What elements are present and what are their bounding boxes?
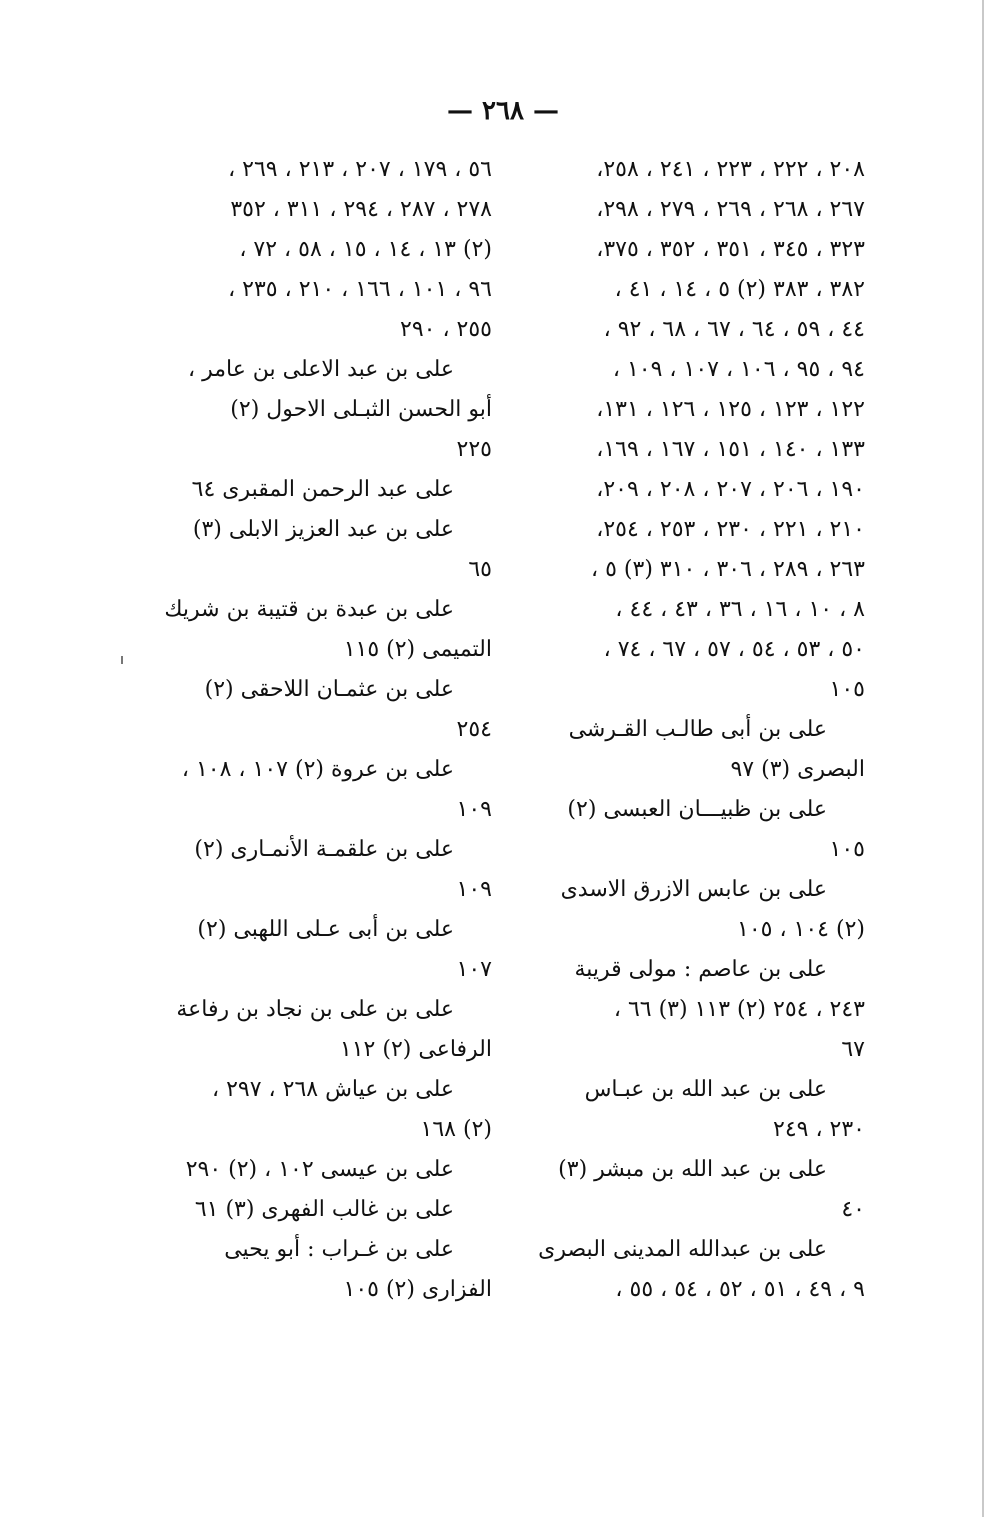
stray-mark [121, 656, 123, 664]
index-line: على بن عاصم : مولى قريبة [574, 957, 827, 982]
index-line: ٢٥٤ [456, 717, 492, 742]
index-line: التميمى (٢) ١١٥ [343, 637, 492, 662]
index-column-left [162, 150, 492, 1310]
index-line: على بن عبد العزيز الابلى (٣) [192, 517, 454, 542]
index-line: ١٠٩ [456, 797, 492, 822]
index-line: على بن عياش ٢٦٨ ، ٢٩٧ ، [211, 1077, 454, 1102]
page-number: — ٢٦٨ — [446, 96, 560, 126]
index-line: على بن عبدالله المدينى البصرى [538, 1237, 827, 1262]
index-line: ٢١٠ ، ٢٢١ ، ٢٣٠ ، ٢٥٣ ، ٢٥٤، [596, 517, 865, 542]
index-line: ٦٧ [841, 1037, 865, 1062]
index-line: على بن غـراب : أبو يحيى [224, 1237, 454, 1262]
index-line: على بن عثمـان اللاحقى (٢) [204, 677, 454, 702]
index-line: على بن ظبيـــان العبسى (٢) [567, 797, 827, 822]
index-line: ٩ ، ٤٩ ، ٥١ ، ٥٢ ، ٥٤ ، ٥٥ ، [615, 1277, 865, 1302]
index-line: على بن عبد الله بن مبشر (٣) [558, 1157, 827, 1182]
index-line: ٣٨٢ ، ٣٨٣ (٢) ٥ ، ١٤ ، ٤١ ، [614, 277, 865, 302]
index-line: على بن عبدة بن قتيبة بن شريك [164, 597, 454, 622]
index-line: (٢) ١٦٨ [420, 1117, 492, 1142]
index-line: ٣٢٣ ، ٣٤٥ ، ٣٥١ ، ٣٥٢ ، ٣٧٥، [596, 237, 865, 262]
index-line: ٢٣٠ ، ٢٤٩ [773, 1117, 865, 1142]
index-line: على بن عابس الازرق الاسدى [560, 877, 827, 902]
index-line: على بن على بن نجاد بن رفاعة [176, 997, 454, 1022]
index-line: ١٢٢ ، ١٢٣ ، ١٢٥ ، ١٢٦ ، ١٣١، [596, 397, 865, 422]
index-line: ٥٠ ، ٥٣ ، ٥٤ ، ٥٧ ، ٦٧ ، ٧٤ ، [603, 637, 865, 662]
index-line: ١٠٥ [829, 677, 865, 702]
index-line: ٢٢٥ [456, 437, 492, 462]
index-column-right [535, 150, 865, 1310]
index-line: على بن عيسى ١٠٢ ، (٢) ٢٩٠ [185, 1157, 454, 1182]
index-line: على بن غالب الفهرى (٣) ٦١ [194, 1197, 454, 1222]
index-line: على عبد الرحمن المقبرى ٦٤ [191, 477, 454, 502]
index-line: على بن عبد الله بن عبـاس [584, 1077, 827, 1102]
index-line: ٨ ، ١٠ ، ١٦ ، ٣٦ ، ٤٣ ، ٤٤ ، [615, 597, 865, 622]
index-line: ١٠٩ [456, 877, 492, 902]
index-line: ٢٦٧ ، ٢٦٨ ، ٢٦٩ ، ٢٧٩ ، ٢٩٨، [596, 197, 865, 222]
index-line: على بن عبد الاعلى بن عامر ، [187, 357, 454, 382]
index-line: ٢٧٨ ، ٢٨٧ ، ٢٩٤ ، ٣١١ ، ٣٥٢ [230, 197, 492, 222]
index-line: ٤٤ ، ٥٩ ، ٦٤ ، ٦٧ ، ٦٨ ، ٩٢ ، [603, 317, 865, 342]
index-line: على بن أبى عـلى اللهبى (٢) [197, 917, 454, 942]
index-line: ١٠٧ [456, 957, 492, 982]
index-line: البصرى (٣) ٩٧ [730, 757, 865, 782]
index-line: على بن أبى طالـب القـرشى [568, 717, 827, 742]
index-line: ٢٥٥ ، ٢٩٠ [400, 317, 492, 342]
index-line: الرفاعى (٢) ١١٢ [339, 1037, 492, 1062]
index-line: ٥٦ ، ١٧٩ ، ٢٠٧ ، ٢١٣ ، ٢٦٩ ، [228, 157, 492, 182]
index-line: ١٠٥ [829, 837, 865, 862]
index-line: ١٣٣ ، ١٤٠ ، ١٥١ ، ١٦٧ ، ١٦٩، [596, 437, 865, 462]
binding-margin-line [982, 0, 984, 1517]
index-line: ٩٦ ، ١٠١ ، ١٦٦ ، ٢١٠ ، ٢٣٥ ، [228, 277, 492, 302]
index-line: ٤٠ [841, 1197, 865, 1222]
index-line: (٢) ١٣ ، ١٤ ، ١٥ ، ٥٨ ، ٧٢ ، [239, 237, 492, 262]
index-line: ٦٥ [468, 557, 492, 582]
index-line: ٢٤٣ ، ٢٥٤ (٢) ١١٣ (٣) ٦٦ ، [613, 997, 865, 1022]
index-line: (٢) ١٠٤ ، ١٠٥ [737, 917, 865, 942]
index-line: الفزارى (٢) ١٠٥ [343, 1277, 492, 1302]
index-line: ٢٠٨ ، ٢٢٢ ، ٢٢٣ ، ٢٤١ ، ٢٥٨، [596, 157, 865, 182]
index-line: على بن عروة (٢) ١٠٧ ، ١٠٨ ، [181, 757, 454, 782]
index-line: ٢٦٣ ، ٢٨٩ ، ٣٠٦ ، ٣١٠ (٣) ٥ ، [591, 557, 865, 582]
index-line: ٩٤ ، ٩٥ ، ١٠٦ ، ١٠٧ ، ١٠٩ ، [612, 357, 865, 382]
index-line: أبو الحسن الثبـلى الاحول (٢) [230, 397, 492, 422]
index-line: ١٩٠ ، ٢٠٦ ، ٢٠٧ ، ٢٠٨ ، ٢٠٩، [596, 477, 865, 502]
index-line: على بن علقمـة الأنمـارى (٢) [194, 837, 454, 862]
